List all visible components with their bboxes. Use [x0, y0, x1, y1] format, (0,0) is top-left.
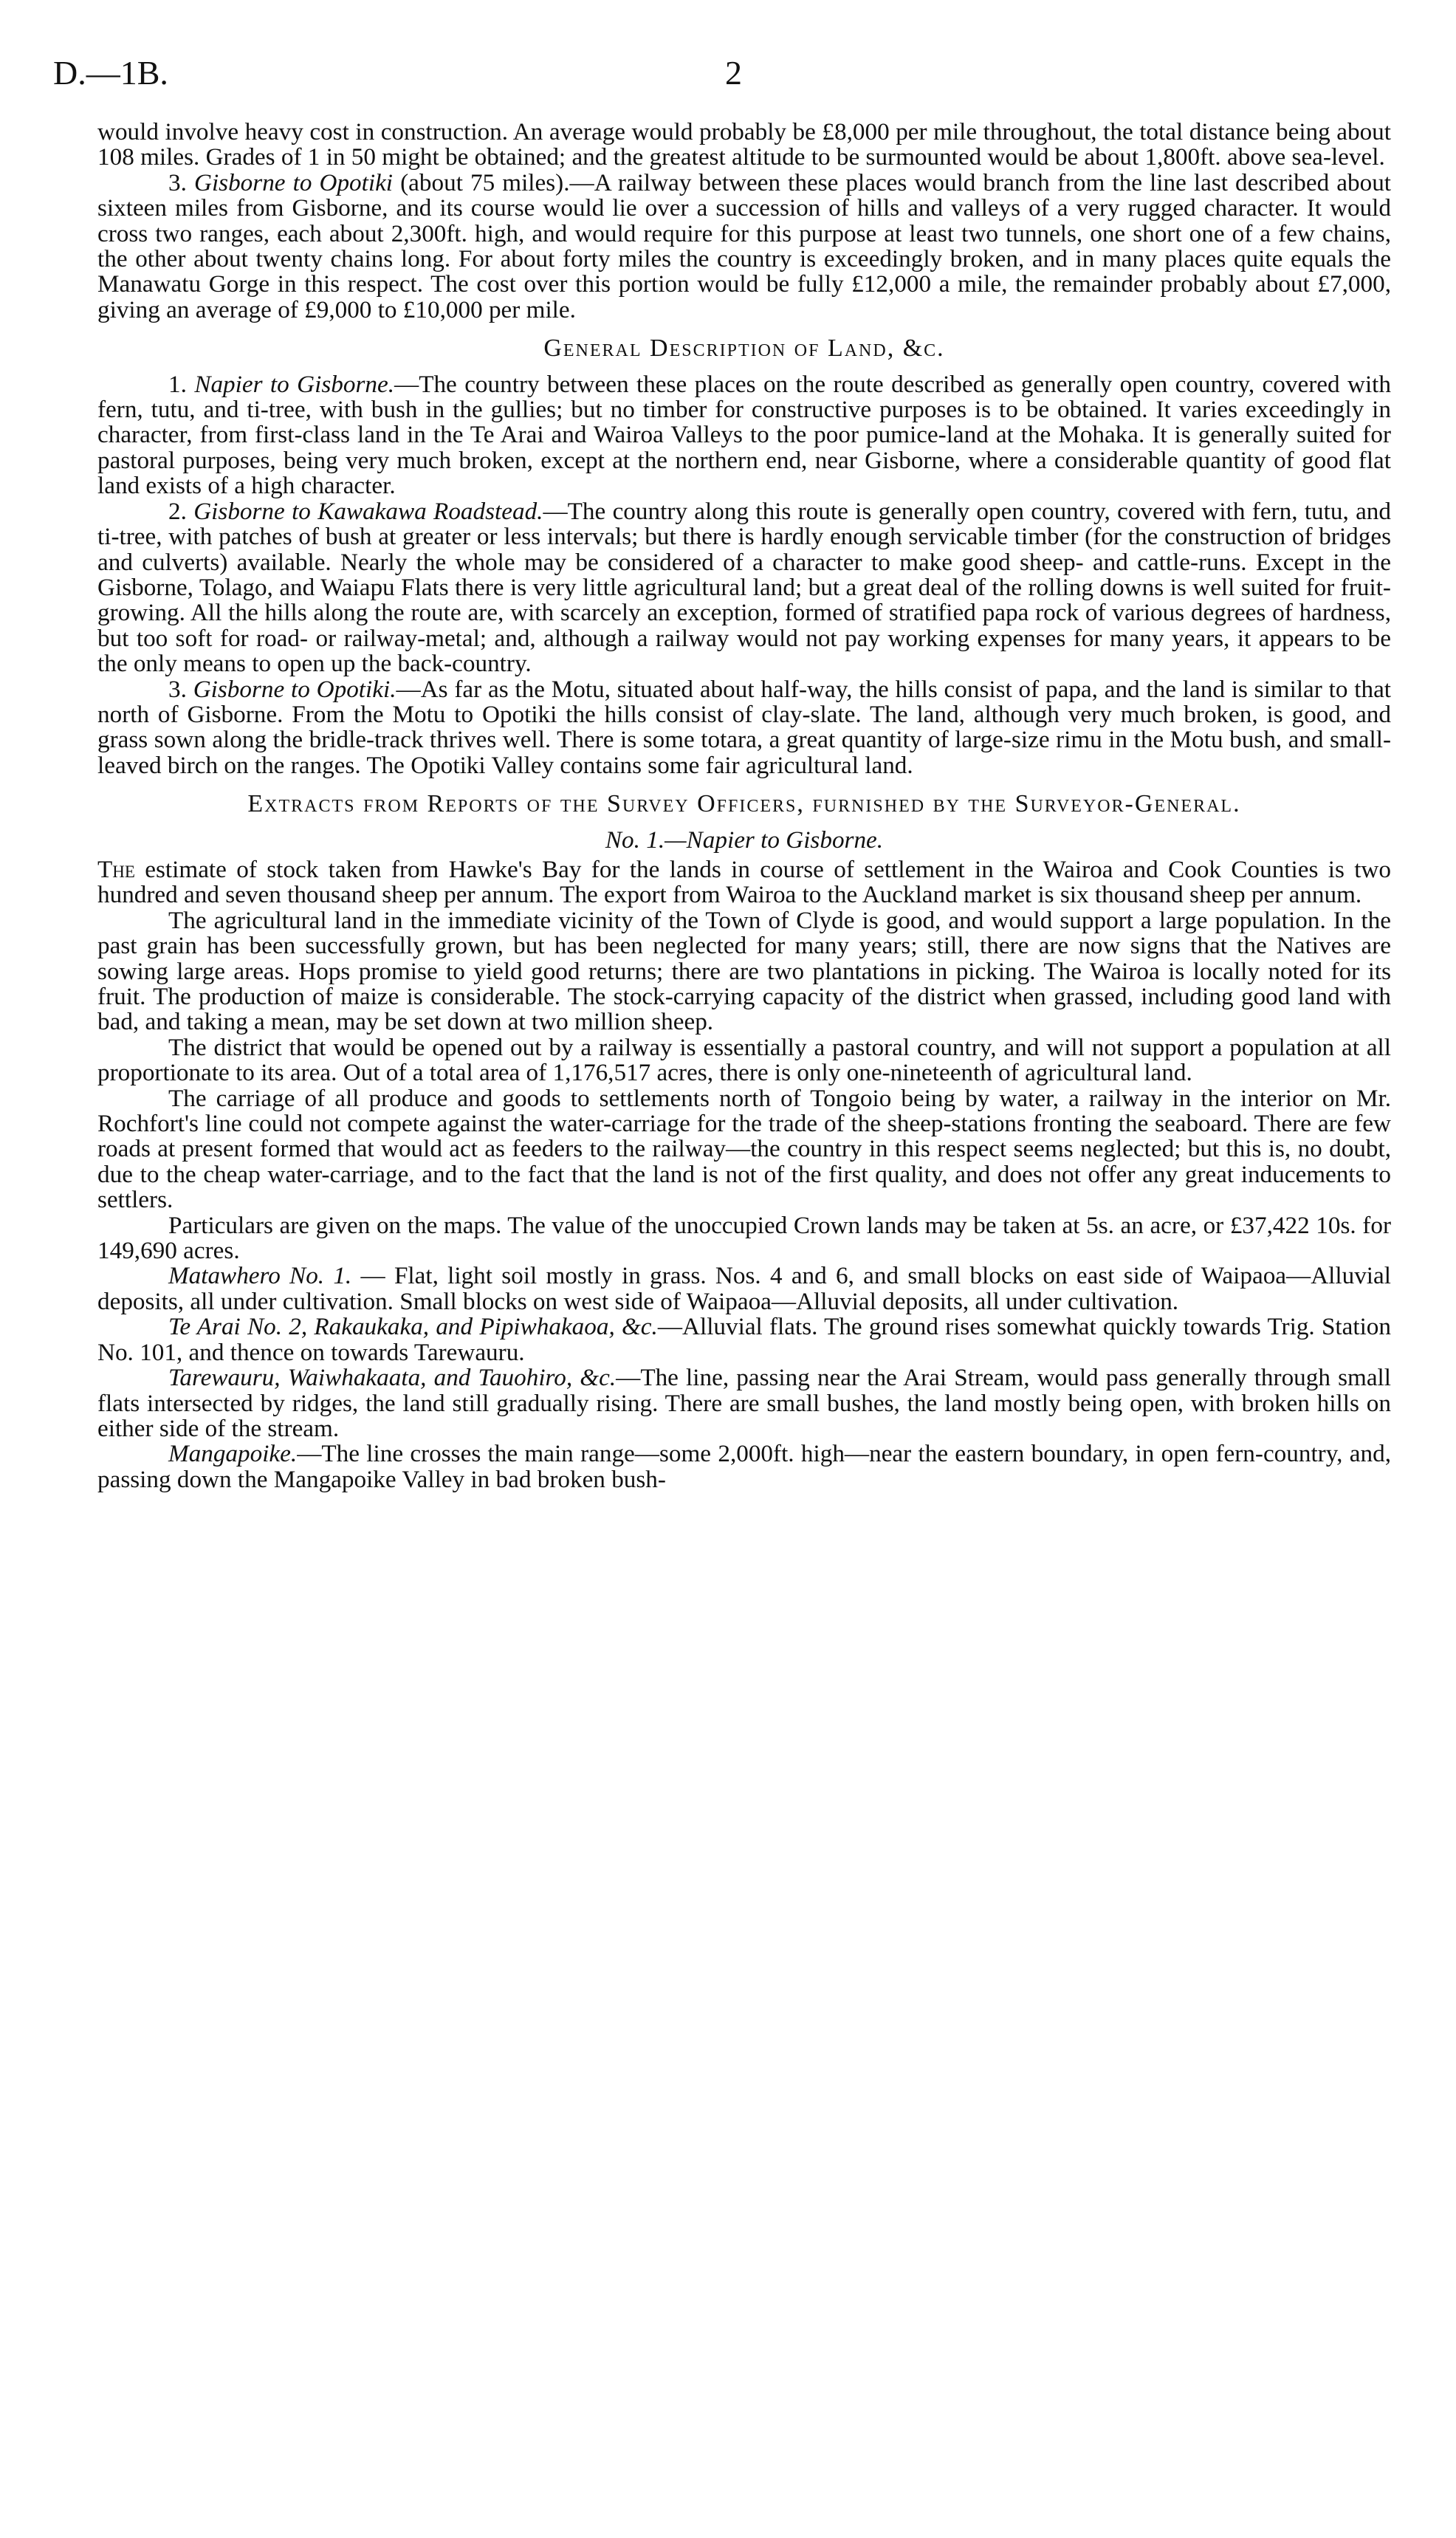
paragraph-text: —Alluvial flats. The ground rises somewhat quickly towards Trig. Station No. 101, and thence on towards Tarewauru.	[97, 1313, 1391, 1366]
block-title: Mangapoike.	[168, 1440, 298, 1468]
list-number: 3.	[168, 168, 194, 196]
lead-word: The	[97, 855, 135, 883]
paragraph-route-3	[97, 168, 1392, 323]
section-heading-general-description: General Description of Land, &c.	[543, 335, 945, 363]
subheading-no-1: No. 1.—Napier to Gisborne.	[605, 826, 884, 854]
extract-paragraph-te-arai	[97, 1314, 1391, 1365]
paragraph-text: (about 75 miles).—A railway between these places would branch from the line last described about sixteen miles from Gisborne, and its course would lie over a succession of hills and valleys of a very rugged character. It would cross two ranges, each about 2,300ft. high, and would require for this purpose at least two tunnels, one short one of a few chains, the other about twenty chains long. For about forty miles the country is exceedingly broken, and in many places quite equals the Manawatu Gorge in this respect. The cost over this portion would be fully £12,000 a mile, the remainder probably about £7,000, giving an average of £9,000 to £10,000 per mile.	[97, 168, 1392, 323]
document-code: D.—1B.	[53, 54, 168, 92]
extract-paragraph-1	[97, 857, 1391, 908]
extract-paragraph-matawhero	[97, 1263, 1391, 1314]
list-number: 1.	[168, 370, 195, 398]
list-number: 2.	[168, 497, 194, 525]
extract-paragraph-mangapoike	[97, 1441, 1391, 1492]
block-title: Matawhero No. 1.	[168, 1262, 352, 1290]
extract-paragraph-tarewauru	[97, 1365, 1391, 1441]
page-number: 2	[725, 54, 742, 92]
paragraph-land-3	[97, 677, 1391, 779]
paragraph-text: —As far as the Motu, situated about half-way, the hills consist of papa, and the land is similar to that north of Gisborne. From the Motu to Opotiki the hills consist of clay-slate. The land, although very much broken, is good, and grass sown along the bridle-track thrives well. There is some totara, a great quantity of large-size rimu in the Motu bush, and small-leaved birch on the ranges. The Opotiki Valley contains some fair agricultural land.	[97, 675, 1392, 779]
route-title: Napier to Gisborne.	[194, 370, 394, 398]
paragraph-land-1	[97, 372, 1391, 499]
extract-paragraph-3: The district that would be opened out by a railway is essentially a pastoral country, and will not support a population at all proportionate to its area. Out of a total area of 1,176,517 acres, there is only one-nineteenth of agricultural land.	[97, 1033, 1391, 1087]
extract-paragraph-5: Particulars are given on the maps. The value of the unoccupied Crown lands may be taken at 5s. an acre, or £37,422 10s. for 149,690 acres.	[97, 1211, 1391, 1265]
route-title: Gisborne to Kawakawa Roadstead.	[193, 497, 543, 525]
block-title: Te Arai No. 2, Rakaukaka, and Pipiwhakaoa, &c.	[168, 1313, 658, 1341]
section-heading-extracts: Extracts from Reports of the Survey Officers, furnished by the Surveyor-General.	[247, 790, 1241, 818]
route-title: Gisborne to Opotiki.	[193, 675, 396, 703]
block-title: Tarewauru, Waiwhakaata, and Tauohiro, &c.	[168, 1364, 617, 1392]
route-title: Gisborne to Opotiki	[193, 168, 394, 196]
paragraph-text: —The country along this route is generally open country, covered with fern, tutu, and ti-tree, with patches of bush at greater or less intervals; but there is hardly enough servicable timber (for the construction of bridges and culverts) available. Nearly the whole may be considered of a character to make good sheep- and cattle-runs. Except in the Gisborne, Tolago, and Waiapu Flats there is very little agricultural land; but a great deal of the rolling downs is well suited for fruit-growing. All the hills along the route are, with scarcely an exception, formed of stratified papa rock of various degrees of hardness, but too soft for road- or railway-metal; and, although a railway would not pay working expenses for many years, it appears to be the only means to open up the back-country.	[97, 497, 1391, 678]
extract-paragraph-4: The carriage of all produce and goods to settlements north of Tongoio being by water, a railway in the interior on Mr. Rochfort's line could not compete against the water-carriage for the trade of the sheep-stations fronting the seaboard. There are few roads at present formed that would act as feeders to the railway—the country in this respect seems neglected; but this is, no doubt, due to the cheap water-carriage, and to the fact that the land is not of the first quality, and does not offer any great inducements to settlers.	[97, 1084, 1391, 1214]
paragraph-text: —The line crosses the main range—some 2,000ft. high—near the eastern boundary, in open fern-country, and, passing down the Mangapoike Valley in bad broken bush-	[97, 1440, 1391, 1493]
paragraph-text: —The line, passing near the Arai Stream, would pass generally through small flats intersected by ridges, the land still gradually rising. There are small bushes, the land mostly being open, with broken hills on either side of the stream.	[97, 1364, 1392, 1442]
list-number: 3.	[168, 675, 193, 703]
paragraph-land-2	[97, 499, 1391, 677]
document-body	[97, 120, 1391, 1492]
paragraph-continuation: would involve heavy cost in construction. An average would probably be £8,000 per mile throughout, the total distance being about 108 miles. Grades of 1 in 50 might be obtained; and the greatest altitude to be surmounted would be about 1,800ft. above sea-level.	[97, 118, 1391, 171]
extract-paragraph-2: The agricultural land in the immediate vicinity of the Town of Clyde is good, and would support a large population. In the past grain has been successfully grown, but has been neglected for many years; still, there are now signs that the Natives are sowing large areas. Hops promise to yield good returns; there are two plantations in picking. The Wairoa is locally noted for its fruit. The production of maize is considerable. The stock-carrying capacity of the district when grassed, including good land with bad, and taking a mean, may be set down at two million sheep.	[97, 906, 1391, 1036]
paragraph-text: — Flat, light soil mostly in grass. Nos. 4 and 6, and small blocks on east side of Waipaoa—Alluvial deposits, all under cultivation. Small blocks on west side of Waipaoa—Alluvial deposits, all under cultivation.	[97, 1262, 1391, 1315]
paragraph-text: estimate of stock taken from Hawke's Bay for the lands in course of settlement in the Wairoa and Cook Counties is two hundred and seven thousand sheep per annum. The export from Wairoa to the Auckland market is six thousand sheep per annum.	[97, 855, 1391, 909]
paragraph-text: —The country between these places on the route described as generally open country, covered with fern, tutu, and ti-tree, with bush in the gullies; but no timber for constructive purposes is to be obtained. It varies exceedingly in character, from first-class land in the Te Arai and Wairoa Valleys to the poor pumice-land at the Mohaka. It is generally suited for pastoral purposes, being very much broken, except at the northern end, near Gisborne, where a considerable quantity of good flat land exists of a high character.	[97, 370, 1391, 500]
